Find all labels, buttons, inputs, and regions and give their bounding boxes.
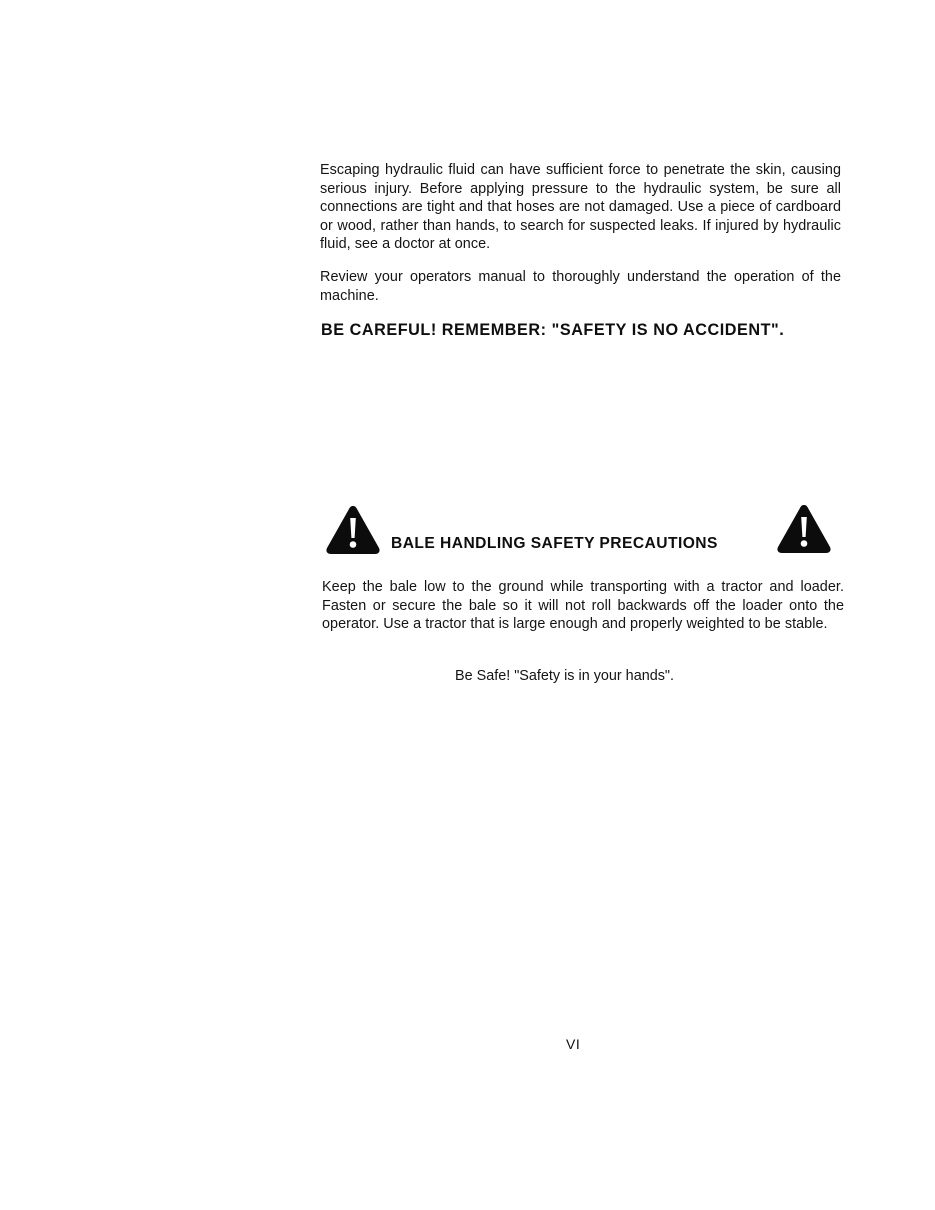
bale-handling-paragraph: Keep the bale low to the ground while transporting with a tractor and loader. Fasten or secure the bale so it will not roll backwards off the loader onto the operator. Use a tractor that is large enough and properly weighted to be stable. <box>322 579 844 633</box>
section-heading <box>325 500 837 558</box>
operators-manual-paragraph: Review your operators manual to thoroughly understand the operation of the machine. <box>320 269 841 304</box>
safety-callout: BE CAREFUL! REMEMBER: "SAFETY IS NO ACCIDENT". <box>321 321 785 339</box>
warning-triangle-icon <box>776 504 832 554</box>
page-number: VI <box>566 1036 581 1052</box>
safety-slogan: Be Safe! "Safety is in your hands". <box>455 668 675 684</box>
warning-triangle-icon <box>325 505 381 555</box>
section-title: BALE HANDLING SAFETY PRECAUTIONS <box>391 535 718 552</box>
hydraulic-fluid-warning-paragraph: Escaping hydraulic fluid can have sufficient force to penetrate the skin, causing serious injury. Before applying pressure to the hydraulic system, be sure all connections are tight and that hoses are not damaged. Use a piece of cardboard or wood, rather than hands, to search for suspected leaks. If injured by hydraulic fluid, see a doctor at once. <box>320 162 841 253</box>
